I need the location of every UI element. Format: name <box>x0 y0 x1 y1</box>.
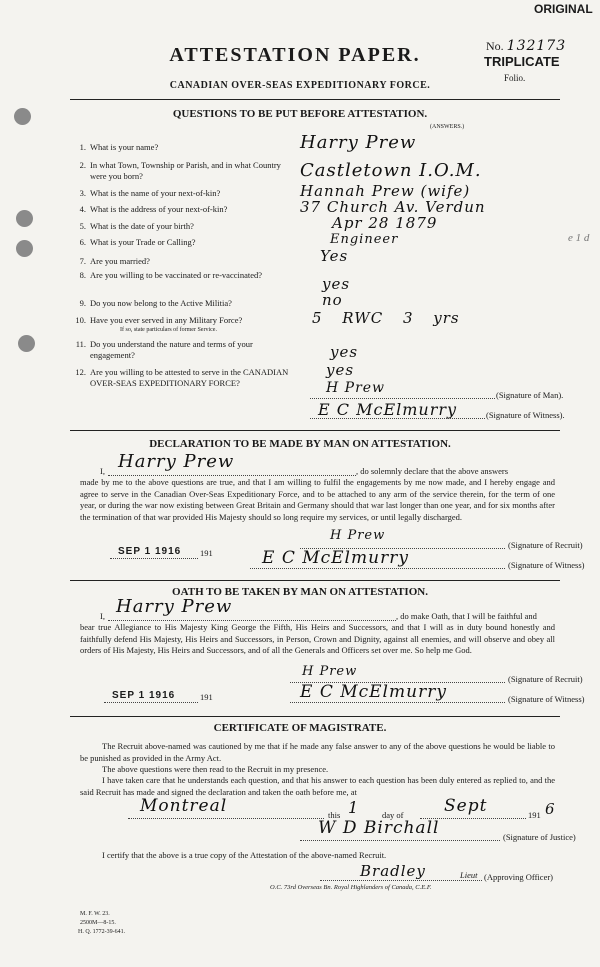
signature-line <box>310 418 485 419</box>
number-prefix: No. <box>486 39 504 53</box>
oath-body: bear true Allegiance to His Majesty King George the Fifth, His Heirs and Successors, and that I will as in duty bound honestly and faithfully defend His Majesty, His Heirs and Successors, in Person, Crown and Dignity, against all enemies, and will observe and obey all orders of His Majesty, His Heirs and Successors, and of all the Generals and Officers set over me. So help me God. <box>80 622 555 655</box>
answer-willing-to-serve: yes <box>326 361 355 379</box>
number-value: 132173 <box>506 38 567 54</box>
declaration-signature-witness: E C McElmurry <box>262 548 409 568</box>
certificate-year: 6 <box>545 800 556 818</box>
name-line <box>108 475 356 476</box>
question-text: Are you willing to be vaccinated or re-vaccinated? <box>90 270 263 280</box>
signature-man-label: (Signature of Man). <box>496 390 564 400</box>
question-text: What is your Trade or Calling? <box>90 237 196 247</box>
document-title: ATTESTATION PAPER. <box>169 44 421 66</box>
certificate-day: 1 <box>348 798 360 817</box>
oath-recruit-name: Harry Prew <box>116 596 233 617</box>
oath-signature-witness-label: (Signature of Witness) <box>508 694 585 704</box>
oath-date-suffix: 191 <box>200 692 213 702</box>
signature-line <box>250 568 505 569</box>
answer-name: Harry Prew <box>300 132 417 153</box>
signature-of-justice: W D Birchall <box>318 818 440 838</box>
declaration-signature-recruit: H Prew <box>330 528 386 543</box>
answer-next-of-kin: Hannah Prew (wife) <box>300 182 471 200</box>
document-subtitle: CANADIAN OVER-SEAS EXPEDITIONARY FORCE. <box>169 80 431 91</box>
answer-militia: no <box>322 291 343 309</box>
form-code: 2500M—8-15. <box>80 920 116 926</box>
question-text: What is the date of your birth? <box>90 221 194 231</box>
place-line <box>128 818 324 819</box>
date-line <box>110 558 198 559</box>
punch-hole <box>18 335 35 352</box>
form-code: M. F. W. 23. <box>80 911 110 917</box>
signature-line <box>310 398 495 399</box>
question-text: Do you now belong to the Active Militia? <box>90 298 232 308</box>
certificate-place: Montreal <box>140 796 228 816</box>
certificate-para-2: The above questions were then read to the Recruit in my presence. <box>102 764 329 774</box>
punch-hole <box>16 240 33 257</box>
signature-of-witness: E C McElmurry <box>318 400 458 419</box>
margin-note: e 1 d <box>568 232 590 244</box>
name-line <box>108 620 396 621</box>
section-rule <box>70 430 560 431</box>
answer-military-service: 5 RWC 3 yrs <box>312 309 460 327</box>
section-rule <box>70 716 560 717</box>
signature-line <box>290 702 505 703</box>
question-text: What is the address of your next-of-kin? <box>90 204 228 214</box>
question-text: Are you willing to be attested to serve in the CANADIAN OVER-SEAS EXPEDITIONARY FORCE? <box>90 367 289 388</box>
question-number: 11. <box>75 339 86 349</box>
question-text: Have you ever served in any Military Force? <box>90 315 243 325</box>
declaration-name-prefix: I, <box>100 466 105 476</box>
question-number: 12. <box>75 367 86 377</box>
signature-line <box>320 880 482 881</box>
question-text: In what Town, Township or Parish, and in what Country were you born? <box>90 160 281 181</box>
declaration-signature-witness-label: (Signature of Witness) <box>508 560 585 570</box>
unit-line: O.C. 73rd Overseas Bn. Royal Highlanders of Canada, C.E.F. <box>270 884 432 891</box>
answer-trade: Engineer <box>330 232 399 247</box>
question-number: 4. <box>79 204 86 214</box>
regimental-number <box>486 38 566 54</box>
certificate-heading: CERTIFICATE OF MAGISTRATE. <box>213 722 387 734</box>
certificate-year-prefix: 191 <box>528 810 541 820</box>
question-number: 9. <box>79 298 86 308</box>
form-code: H. Q. 1772-39-641. <box>78 929 126 935</box>
question-number: 5. <box>79 221 86 231</box>
question-number: 3. <box>79 188 86 198</box>
declaration-recruit-name: Harry Prew <box>118 451 235 472</box>
punch-hole <box>16 210 33 227</box>
certificate-para-1: The Recruit above-named was cautioned by me that if he made any false answer to any of the above questions he would be liable to be punished as provided in the Army Act. <box>80 741 555 763</box>
date-line <box>104 702 198 703</box>
answer-birthplace: Castletown I.O.M. <box>300 160 482 181</box>
question-number: 6. <box>79 237 86 247</box>
signature-justice-label: (Signature of Justice) <box>503 832 576 842</box>
declaration-date-suffix: 191 <box>200 548 213 558</box>
questions-heading: QUESTIONS TO BE PUT BEFORE ATTESTATION. <box>172 108 428 120</box>
approving-officer-rank: Lieut <box>460 870 478 880</box>
declaration-signature-recruit-label: (Signature of Recruit) <box>508 540 583 550</box>
question-text: What is your name? <box>90 142 159 152</box>
answer-married: Yes <box>320 247 349 265</box>
section-rule <box>70 580 560 581</box>
copy-statement: I certify that the above is a true copy of the Attestation of the above-named Recruit. <box>102 850 387 860</box>
question-text: Are you married? <box>90 256 150 266</box>
oath-name-prefix: I, <box>100 611 105 621</box>
signature-witness-label: (Signature of Witness). <box>486 410 565 420</box>
oath-date-stamp: SEP 1 1916 <box>112 690 176 701</box>
header-rule <box>70 99 560 100</box>
answer-birth-date: Apr 28 1879 <box>332 214 438 232</box>
question-number: 8. <box>79 270 86 280</box>
question-number: 1. <box>79 142 86 152</box>
answer-kin-address: 37 Church Av. Verdun <box>300 198 486 216</box>
oath-text-start: , do make Oath, that I will be faithful and <box>396 611 537 621</box>
answers-label: (ANSWERS.) <box>430 124 465 130</box>
question-text: What is the name of your next-of-kin? <box>90 188 221 198</box>
certificate-month: Sept <box>444 796 488 816</box>
oath-heading: OATH TO BE TAKEN BY MAN ON ATTESTATION. <box>172 586 428 598</box>
question-text: Do you understand the nature and terms of your engagement? <box>90 339 253 360</box>
question-number: 10. <box>75 315 86 325</box>
question-subtext: If so, state particulars of former Service. <box>120 327 217 333</box>
declaration-text-start: , do solemnly declare that the above answers <box>356 466 509 476</box>
oath-signature-recruit-label: (Signature of Recruit) <box>508 674 583 684</box>
answer-understands-terms: yes <box>330 343 359 361</box>
question-number: 2. <box>79 160 86 170</box>
triplicate-label: TRIPLICATE <box>484 54 560 69</box>
answer-vaccinated: yes <box>322 275 351 293</box>
folio-label: Folio. <box>504 73 526 83</box>
question-number: 7. <box>79 256 86 266</box>
approving-officer-signature: Bradley <box>360 862 426 880</box>
original-label: ORIGINAL <box>534 2 593 16</box>
certificate-day-of-label: day of <box>382 810 404 820</box>
certificate-para-3: I have taken care that he understands each question, and that his answer to each question has been duly entered as replied to, and the said Recruit has made and signed the declaration and taken the oath before me, at <box>80 775 555 797</box>
punch-hole <box>14 108 31 125</box>
oath-signature-recruit: H Prew <box>302 664 358 679</box>
oath-signature-witness: E C McElmurry <box>300 682 447 702</box>
signature-of-man: H Prew <box>326 380 386 396</box>
declaration-date-stamp: SEP 1 1916 <box>118 546 182 557</box>
declaration-heading: DECLARATION TO BE MADE BY MAN ON ATTESTATION. <box>149 438 451 450</box>
signature-line <box>300 840 500 841</box>
approving-officer-label: (Approving Officer) <box>484 872 554 882</box>
declaration-body: made by me to the above questions are true, and that I am willing to fulfil the engagements by me now made, and I hereby engage and agree to serve in the Canadian Over-Seas Expeditionary Force, and to be attached to any arm of the service therein, for the term of one year, or during the war now existing between Great Britain and Germany should that war last longer than one year, and for six months after the termination of that war provided His Majesty should so long require my services, or until legally discharged. <box>80 477 555 522</box>
certificate-this-label: this <box>328 810 341 820</box>
